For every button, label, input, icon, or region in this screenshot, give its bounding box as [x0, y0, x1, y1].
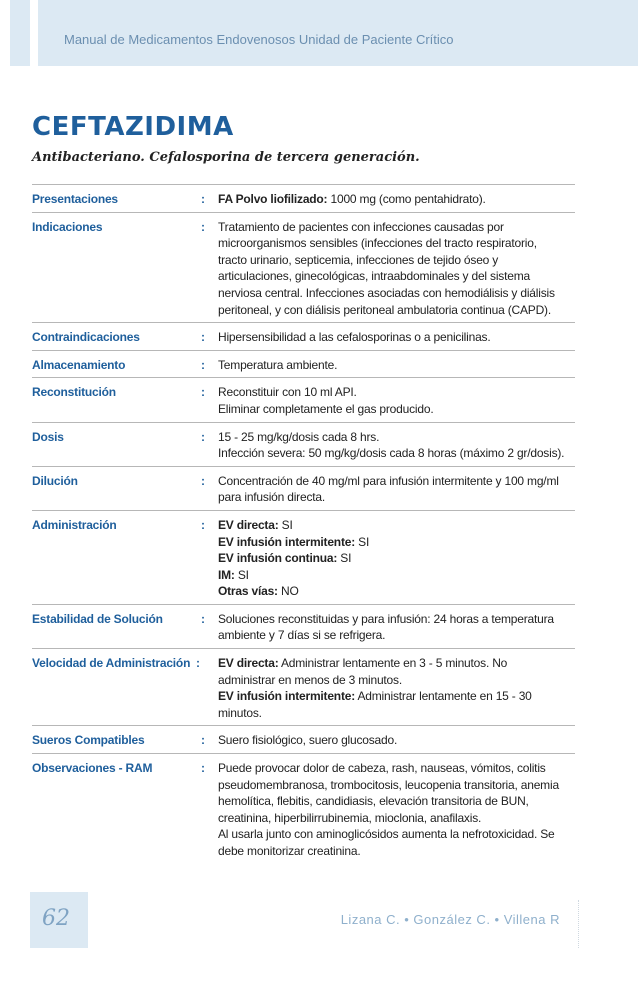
- row-reconstitucion: [32, 378, 575, 422]
- row-estabilidad: [32, 605, 575, 649]
- value-text: SI: [234, 567, 249, 582]
- value-line: Tratamiento de pacientes con infecciones causadas por: [218, 219, 504, 234]
- row-value: [218, 473, 575, 506]
- value-line: [218, 534, 575, 551]
- value-line: Concentración de 40 mg/ml para infusión intermitente y 100 mg/ml: [218, 473, 559, 488]
- row-value: [218, 611, 575, 644]
- row-value: [218, 219, 575, 319]
- value-bold: FA Polvo liofilizado:: [218, 192, 328, 206]
- value-bold: EV directa:: [218, 656, 279, 671]
- row-label: Estabilidad de Solución: [32, 611, 163, 626]
- row-label: Indicaciones: [32, 219, 103, 234]
- value-line: peritoneal, y con diálisis peritoneal ambulatoria continua (CAPD).: [218, 302, 551, 317]
- row-colon: :: [201, 733, 205, 748]
- value-line: Reconstituir con 10 ml API.: [218, 385, 357, 400]
- value-text: SI: [355, 534, 370, 549]
- value-bold: EV infusión continua:: [218, 551, 338, 566]
- row-dilucion: [32, 467, 575, 511]
- row-label: Administración: [32, 517, 117, 532]
- row-presentaciones: [32, 185, 575, 213]
- header-tab-decoration: [10, 0, 30, 66]
- drug-subtitle: Antibacteriano. Cefalosporina de tercera generación.: [32, 150, 420, 165]
- value-bold: IM:: [218, 567, 235, 582]
- row-label: Presentaciones: [32, 192, 118, 206]
- value-line: microorganismos sensibles (infecciones del tracto respiratorio,: [218, 236, 537, 251]
- value-line: tracto urinario, septicemia, infecciones de tejido óseo y: [218, 252, 499, 267]
- row-colon: :: [196, 656, 200, 671]
- page-number: 62: [42, 906, 70, 931]
- value-line: hemolítica, flebitis, candidiasis, elevación transitoria de BUN,: [218, 794, 529, 809]
- value-line: Infección severa: 50 mg/kg/dosis cada 8 horas (máximo 2 gr/dosis).: [218, 446, 565, 461]
- value-line: 15 - 25 mg/kg/dosis cada 8 hrs.: [218, 429, 380, 444]
- header-title: Manual de Medicamentos Endovenosos Unidad de Paciente Crítico: [64, 32, 454, 47]
- value-line: Puede provocar dolor de cabeza, rash, nauseas, vómitos, colitis: [218, 761, 546, 776]
- row-label: Sueros Compatibles: [32, 733, 145, 748]
- value-line: pseudomembranosa, trombocitosis, leucopenia transitoria, anemia: [218, 777, 559, 792]
- value-line: debe monitorizar creatinina.: [218, 844, 361, 858]
- row-colon: :: [201, 761, 205, 776]
- page-header: [0, 0, 638, 72]
- row-dosis: [32, 423, 575, 467]
- value-text: Administrar lentamente en 3 - 5 minutos. No: [278, 656, 508, 671]
- value-line: [218, 655, 575, 672]
- row-label: Contraindicaciones: [32, 330, 140, 345]
- row-value: [218, 655, 575, 721]
- value-line: [218, 550, 575, 567]
- row-label: Reconstitución: [32, 385, 116, 400]
- row-indicaciones: [32, 213, 575, 324]
- row-colon: :: [201, 192, 205, 206]
- value-line: creatinina, hiperbilirrubinemia, mioclonia, anafilaxis.: [218, 810, 482, 825]
- row-label: Dilución: [32, 473, 78, 488]
- row-label: Almacenamiento: [32, 357, 126, 372]
- value-bold: EV directa:: [218, 517, 279, 532]
- row-value: Temperatura ambiente.: [218, 357, 338, 372]
- row-value: [218, 517, 575, 600]
- row-observaciones: [32, 754, 575, 864]
- row-colon: :: [201, 330, 205, 345]
- value-line: para infusión directa.: [218, 490, 325, 505]
- row-value: Hipersensibilidad a las cefalosporinas o a penicilinas.: [218, 330, 491, 345]
- row-value: [218, 384, 575, 417]
- drug-name: CEFTAZIDIMA: [32, 112, 234, 142]
- value-text: Administrar lentamente en 15 - 30: [355, 689, 532, 704]
- row-value: [218, 429, 575, 462]
- value-line: [218, 583, 575, 600]
- value-line: minutos.: [218, 705, 262, 720]
- row-label: Dosis: [32, 429, 64, 444]
- value-bold: EV infusión intermitente:: [218, 534, 356, 549]
- value-text: 1000 mg (como pentahidrato).: [327, 192, 486, 206]
- footer-divider: [578, 900, 579, 948]
- row-label: Observaciones - RAM: [32, 761, 153, 776]
- row-value: [218, 760, 575, 860]
- value-text: NO: [277, 584, 299, 599]
- value-bold: Otras vías:: [218, 584, 278, 599]
- row-colon: :: [201, 517, 205, 532]
- row-value: Suero fisiológico, suero glucosado.: [218, 733, 398, 748]
- row-velocidad: [32, 649, 575, 726]
- value-text: SI: [278, 517, 293, 532]
- row-colon: :: [201, 611, 205, 626]
- row-almacenamiento: [32, 351, 575, 379]
- row-colon: :: [201, 385, 205, 400]
- row-value: [218, 191, 575, 208]
- value-line: articulaciones, ginecológicas, intraabdominales y del sistema: [218, 269, 530, 284]
- value-line: Eliminar completamente el gas producido.: [218, 401, 434, 416]
- value-line: ambiente y 7 días si se refrigera.: [218, 628, 386, 643]
- value-line: [218, 688, 575, 705]
- row-contraindicaciones: [32, 323, 575, 351]
- value-line: [218, 567, 575, 584]
- footer-authors: Lizana C. • González C. • Villena R: [340, 912, 560, 927]
- value-bold: EV infusión intermitente:: [218, 689, 356, 704]
- row-colon: :: [201, 473, 205, 488]
- value-line: Al usarla junto con aminoglicósidos aumenta la nefrotoxicidad. Se: [218, 827, 555, 842]
- row-sueros: [32, 726, 575, 754]
- value-line: [218, 517, 575, 534]
- value-line: administrar en menos de 3 minutos.: [218, 672, 402, 687]
- row-administracion: [32, 511, 575, 605]
- value-line: nerviosa central. Infecciones asociadas con hemodiálisis y diálisis: [218, 285, 555, 300]
- row-colon: :: [201, 357, 205, 372]
- row-colon: :: [201, 219, 205, 234]
- row-colon: :: [201, 429, 205, 444]
- value-line: Soluciones reconstituidas y para infusión: 24 horas a temperatura: [218, 611, 554, 626]
- row-label: Velocidad de Administración: [32, 656, 191, 671]
- drug-info-table: [32, 184, 575, 864]
- value-text: SI: [337, 551, 352, 566]
